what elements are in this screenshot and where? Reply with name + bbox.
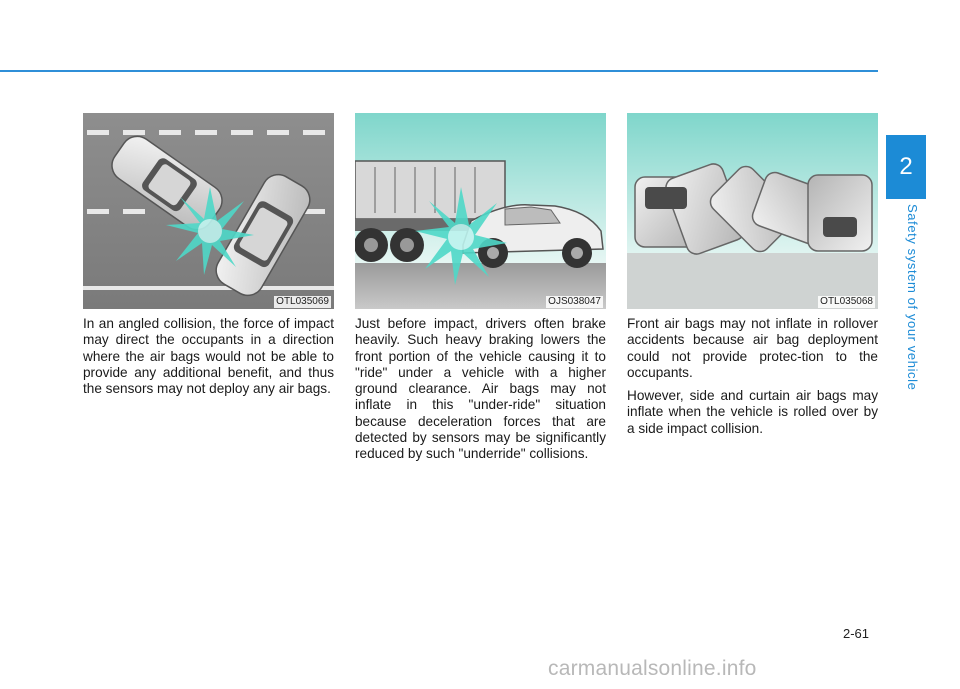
underride-illustration: [355, 113, 606, 309]
chapter-title: Safety system of your vehicle: [905, 204, 920, 391]
paragraph: However, side and curtain air bags may inflate when the vehicle is rolled over by a side impact collision.: [627, 388, 878, 436]
figure-angled-collision: [83, 113, 334, 309]
angled-collision-illustration: [83, 113, 334, 309]
figure-code: OTL035068: [820, 296, 873, 307]
text-column-1: [83, 316, 334, 404]
watermark: carmanualsonline.info: [548, 657, 757, 680]
text-column-2: [355, 316, 606, 470]
paragraph: Front air bags may not inflate in rollover accidents because air bag deployment could not provide protec-tion to the occupants.: [627, 316, 878, 380]
paragraph: In an angled collision, the force of impact may direct the occupants in a direction where the air bags would not be able to provide any additional benefit, and thus the sensors may not deploy any air bags.: [83, 316, 334, 397]
paragraph: Just before impact, drivers often brake heavily. Such heavy braking lowers the front portion of the vehicle causing it to "ride" under a vehicle with a higher ground clearance. Air bags may not inflate in this "under-ride" situation because deceleration forces that are detected by sensors may be significantly reduced by such "underride" collisions.: [355, 316, 606, 462]
figure-underride-collision: [355, 113, 606, 309]
header-rule: [0, 70, 878, 72]
figure-rollover: [627, 113, 878, 309]
page-number: 2-61: [843, 626, 870, 641]
chapter-number: 2: [886, 135, 926, 199]
figure-code: OJS038047: [548, 296, 601, 307]
text-column-3: [627, 316, 878, 444]
rollover-illustration: [627, 113, 878, 309]
figure-code: OTL035069: [276, 296, 329, 307]
